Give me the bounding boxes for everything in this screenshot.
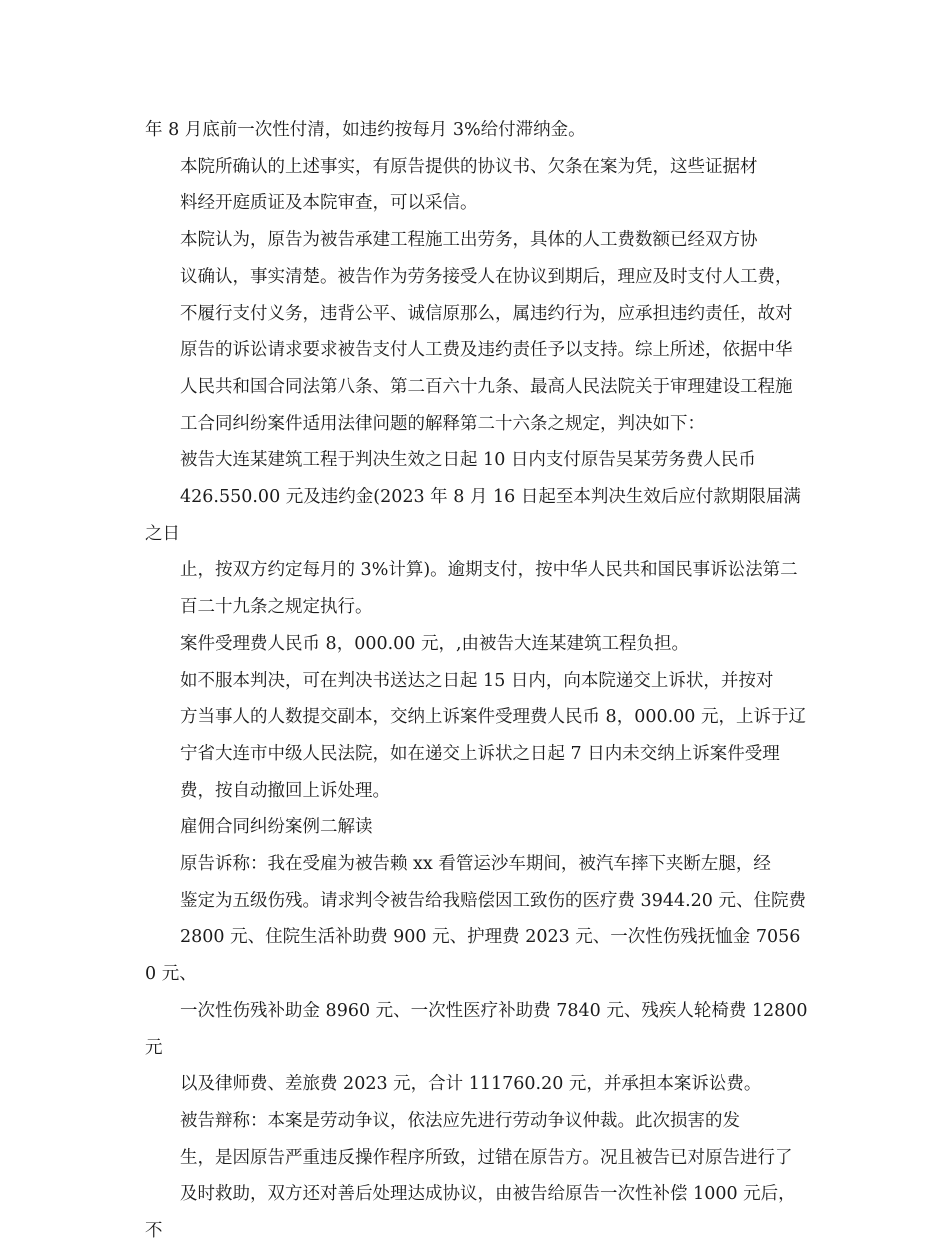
document-body bbox=[145, 112, 814, 1250]
text-line: 原告诉称：我在受雇为被告赖 xx 看管运沙车期间，被汽车摔下夹断左腿，经 bbox=[180, 854, 771, 875]
paragraph bbox=[145, 1103, 810, 1250]
paragraph bbox=[145, 809, 810, 846]
paragraph bbox=[145, 442, 810, 626]
text-line: 雇佣合同纠纷案例二解读 bbox=[180, 817, 373, 838]
text-line: 及时救助，双方还对善后处理达成协议，由被告给原告一次性补偿 1000 元后，不 bbox=[145, 1184, 796, 1242]
text-line: 百二十九条之规定执行。 bbox=[180, 597, 373, 618]
text-line: 费，按自动撤回上诉处理。 bbox=[180, 780, 390, 801]
text-line: 工合同纠纷案件适用法律问题的解释第二十六条之规定，判决如下： bbox=[180, 413, 705, 434]
text-line: 被告大连某建筑工程于判决生效之日起 10 日内支付原告吴某劳务费人民币 bbox=[180, 450, 756, 471]
text-line: 料经开庭质证及本院审查，可以采信。 bbox=[180, 193, 478, 214]
text-line: 宁省大连市中级人民法院，如在递交上诉状之日起 7 日内未交纳上诉案件受理 bbox=[180, 743, 780, 764]
text-line: 以及律师费、差旅费 2023 元，合计 111760.20 元，并承担本案诉讼费。 bbox=[180, 1074, 762, 1095]
paragraph bbox=[145, 846, 814, 1103]
text-line: 方当事人的人数提交副本，交纳上诉案件受理费人民币 8，000.00 元，上诉于辽 bbox=[180, 707, 806, 728]
text-line: 2800 元、住院生活补助费 900 元、护理费 2023 元、一次性伤残抚恤金 70560 元、 bbox=[145, 927, 801, 985]
text-line: 年 8 月底前一次性付清，如违约按每月 3%给付滞纳金。 bbox=[145, 120, 586, 140]
text-line: 生，是因原告严重违反操作程序所致，过错在原告方。况且被告已对原告进行了 bbox=[180, 1147, 793, 1168]
text-line: 议确认，事实清楚。被告作为劳务接受人在协议到期后，理应及时支付人工费， bbox=[180, 266, 793, 287]
text-line: 案件受理费人民币 8，000.00 元，,由被告大连某建筑工程负担。 bbox=[180, 633, 690, 654]
text-line: 止，按双方约定每月的 3%计算)。逾期支付，按中华人民共和国民事诉讼法第二 bbox=[180, 560, 798, 581]
paragraph bbox=[145, 149, 810, 222]
text-line: 不履行支付义务，违背公平、诚信原那么，属违约行为，应承担违约责任，故对 bbox=[180, 303, 793, 324]
text-line: 人民共和国合同法第八条、第二百六十九条、最高人民法院关于审理建设工程施 bbox=[180, 376, 793, 397]
paragraph bbox=[145, 663, 810, 810]
text-line: 本院认为，原告为被告承建工程施工出劳务，具体的人工费数额已经双方协 bbox=[180, 230, 758, 251]
paragraph bbox=[145, 626, 810, 663]
text-line: 如不服本判决，可在判决书送达之日起 15 日内，向本院递交上诉状，并按对 bbox=[180, 670, 774, 691]
text-line: 被告辩称：本案是劳动争议，依法应先进行劳动争议仲裁。此次损害的发 bbox=[180, 1110, 740, 1131]
text-line: 原告的诉讼请求要求被告支付人工费及违约责任予以支持。综上所述，依据中华 bbox=[180, 340, 793, 361]
paragraph bbox=[145, 112, 810, 149]
text-line: 鉴定为五级伤残。请求判令被告给我赔偿因工致伤的医疗费 3944.20 元、住院费 bbox=[180, 890, 806, 911]
text-line: 426.550.00 元及违约金(2023 年 8 月 16 日起至本判决生效后应付款期限届满之日 bbox=[145, 487, 801, 544]
text-line: 一次性伤残补助金 8960 元、一次性医疗补助费 7840 元、残疾人轮椅费 12800 元 bbox=[145, 1000, 814, 1058]
paragraph bbox=[145, 222, 810, 442]
text-line: 本院所确认的上述事实，有原告提供的协议书、欠条在案为凭，这些证据材 bbox=[180, 156, 758, 177]
